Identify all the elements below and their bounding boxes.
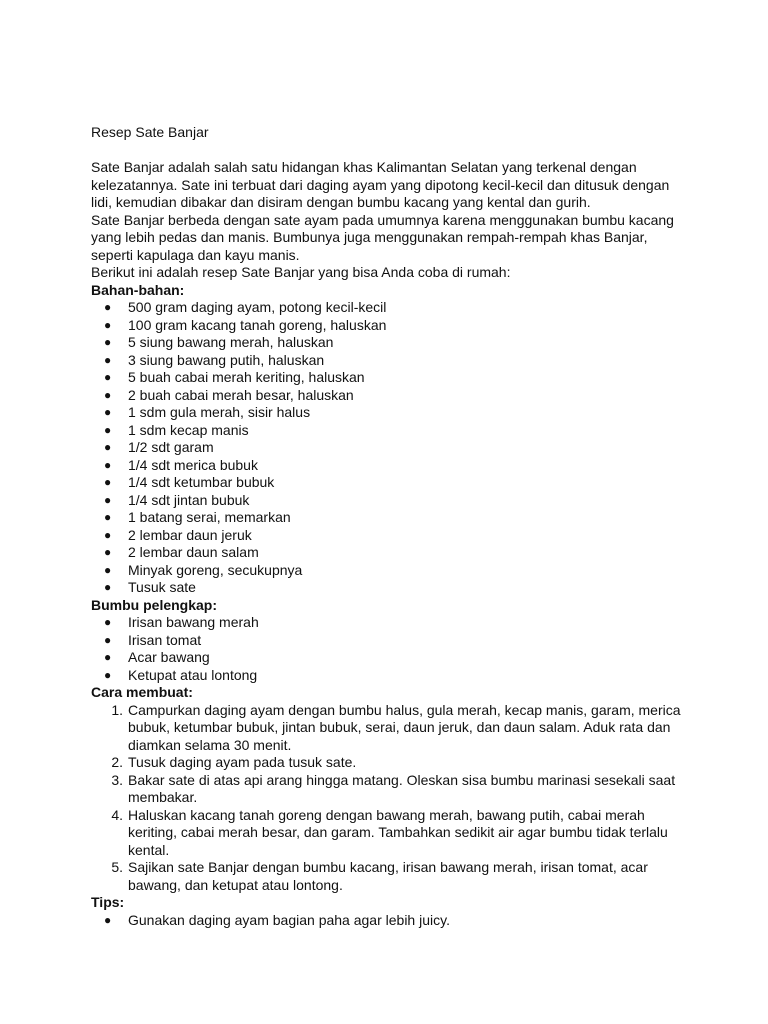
tips-heading: Tips: bbox=[91, 894, 125, 910]
document-page bbox=[91, 124, 691, 929]
list-item-text: 2 lembar daun jeruk bbox=[128, 526, 252, 543]
list-item-text: Irisan bawang merah bbox=[128, 614, 259, 630]
ingredients-heading: Bahan-bahan: bbox=[91, 281, 185, 298]
list-item bbox=[91, 299, 691, 317]
bullet-icon: ● bbox=[104, 912, 112, 927]
bullet-icon: ● bbox=[104, 405, 112, 419]
bullet-icon: ● bbox=[104, 510, 112, 524]
list-item-text: 2 lembar daun salam bbox=[128, 544, 259, 560]
list-item-text: Gunakan daging ayam bagian paha agar lebih juicy. bbox=[128, 911, 450, 928]
bullet-icon: ● bbox=[104, 545, 112, 559]
bullet-icon: ● bbox=[104, 352, 112, 367]
intro-paragraph-1: Sate Banjar adalah salah satu hidangan khas Kalimantan Selatan yang terkenal dengan kelezatannya. Sate ini terbuat dari daging ayam yang dipotong kecil-kecil dan ditusuk dengan lidi, kemudian dibakar dan disiram dengan bumbu kacang yang kental dan gurih. bbox=[91, 159, 670, 210]
bullet-icon: ● bbox=[104, 457, 112, 472]
step-item bbox=[91, 807, 691, 860]
list-item bbox=[91, 457, 691, 475]
bullet-icon: ● bbox=[104, 475, 112, 489]
list-item bbox=[91, 614, 691, 632]
bullet-icon: ● bbox=[104, 387, 112, 402]
list-item bbox=[91, 544, 691, 562]
list-item-text: 1/2 sdt garam bbox=[128, 439, 214, 455]
bullet-icon: ● bbox=[104, 527, 112, 542]
list-item-text: 1/4 sdt merica bubuk bbox=[128, 456, 258, 473]
step-item bbox=[91, 754, 691, 772]
list-item-text: 1 sdm kecap manis bbox=[128, 421, 249, 438]
list-item bbox=[91, 562, 691, 580]
list-item bbox=[91, 474, 691, 492]
list-item-text: 1 sdm gula merah, sisir halus bbox=[128, 404, 311, 420]
step-item bbox=[91, 859, 691, 894]
bullet-icon: ● bbox=[104, 422, 112, 437]
list-item bbox=[91, 317, 691, 335]
list-item bbox=[91, 579, 691, 597]
step-text: Tusuk daging ayam pada tusuk sate. bbox=[128, 754, 357, 770]
step-number: 5. bbox=[111, 859, 123, 875]
list-item bbox=[91, 422, 691, 440]
bullet-icon: ● bbox=[104, 317, 112, 332]
intro-paragraph-2: Sate Banjar berbeda dengan sate ayam pada umumnya karena menggunakan bumbu kacang yang lebih pedas dan manis. Bumbunya juga menggunakan rempah-rempah khas Banjar, seperti kapulaga dan kayu manis. bbox=[91, 211, 674, 263]
list-item bbox=[91, 387, 691, 405]
list-item-text: 2 buah cabai merah besar, haluskan bbox=[128, 386, 354, 403]
bullet-icon: ● bbox=[104, 492, 112, 507]
list-item-text: 5 siung bawang merah, haluskan bbox=[128, 334, 334, 350]
list-item bbox=[91, 404, 691, 422]
list-item bbox=[91, 492, 691, 510]
document-title: Resep Sate Banjar bbox=[91, 124, 209, 140]
list-item-text: 1 batang serai, memarkan bbox=[128, 509, 291, 525]
bullet-icon: ● bbox=[104, 335, 112, 349]
bullet-icon: ● bbox=[104, 440, 112, 454]
step-text: Sajikan sate Banjar dengan bumbu kacang, irisan bawang merah, irisan tomat, acar bawang, dan ketupat atau lontong. bbox=[128, 859, 648, 893]
bullet-icon: ● bbox=[104, 632, 112, 647]
steps-list bbox=[91, 702, 691, 895]
list-item-text: Irisan tomat bbox=[128, 631, 202, 648]
list-item-text: 100 gram kacang tanah goreng, haluskan bbox=[128, 316, 387, 333]
list-item bbox=[91, 352, 691, 370]
bullet-icon: ● bbox=[104, 580, 112, 594]
list-item-text: 5 buah cabai merah keriting, haluskan bbox=[128, 369, 365, 385]
list-item-text: 3 siung bawang putih, haluskan bbox=[128, 351, 325, 368]
ingredients-list bbox=[91, 299, 691, 597]
step-text: Bakar sate di atas api arang hingga matang. Oleskan sisa bumbu marinasi sesekali saat membakar. bbox=[128, 771, 676, 805]
step-text: Haluskan kacang tanah goreng dengan bawang merah, bawang putih, cabai merah keriting, cabai merah besar, dan garam. Tambahkan sedikit air agar bumbu tidak terlalu kental. bbox=[128, 806, 668, 858]
step-item bbox=[91, 772, 691, 807]
steps-heading: Cara membuat: bbox=[91, 684, 193, 700]
step-text: Campurkan daging ayam dengan bumbu halus, gula merah, kecap manis, garam, merica bubuk, ketumbar bubuk, jintan bubuk, serai, daun jeruk, dan daun salam. Aduk rata dan diamkan selama 30 menit. bbox=[128, 701, 681, 753]
complements-heading: Bumbu pelengkap: bbox=[91, 596, 218, 613]
list-item-text: 500 gram daging ayam, potong kecil-kecil bbox=[128, 299, 387, 315]
bullet-icon: ● bbox=[104, 370, 112, 384]
step-item bbox=[91, 702, 691, 755]
list-item bbox=[91, 509, 691, 527]
step-number: 3. bbox=[111, 771, 123, 788]
complements-list bbox=[91, 614, 691, 684]
bullet-icon: ● bbox=[104, 300, 112, 314]
list-item bbox=[91, 439, 691, 457]
list-item-text: Minyak goreng, secukupnya bbox=[128, 561, 303, 578]
list-item bbox=[91, 667, 691, 685]
step-number: 1. bbox=[111, 701, 123, 718]
bullet-icon: ● bbox=[104, 650, 112, 664]
list-item bbox=[91, 632, 691, 650]
list-item-text: Ketupat atau lontong bbox=[128, 666, 258, 683]
list-item bbox=[91, 912, 691, 930]
list-item bbox=[91, 527, 691, 545]
list-item-text: 1/4 sdt jintan bubuk bbox=[128, 491, 250, 508]
bullet-icon: ● bbox=[104, 667, 112, 682]
list-item-text: 1/4 sdt ketumbar bubuk bbox=[128, 474, 275, 490]
step-number: 2. bbox=[111, 754, 123, 770]
list-item-text: Tusuk sate bbox=[128, 579, 196, 595]
tips-list bbox=[91, 912, 691, 930]
list-item bbox=[91, 334, 691, 352]
step-number: 4. bbox=[111, 806, 123, 823]
list-item bbox=[91, 649, 691, 667]
bullet-icon: ● bbox=[104, 562, 112, 577]
list-item-text: Acar bawang bbox=[128, 649, 210, 665]
list-item bbox=[91, 369, 691, 387]
intro-paragraph-3: Berikut ini adalah resep Sate Banjar yang bisa Anda coba di rumah: bbox=[91, 264, 511, 280]
bullet-icon: ● bbox=[104, 615, 112, 629]
